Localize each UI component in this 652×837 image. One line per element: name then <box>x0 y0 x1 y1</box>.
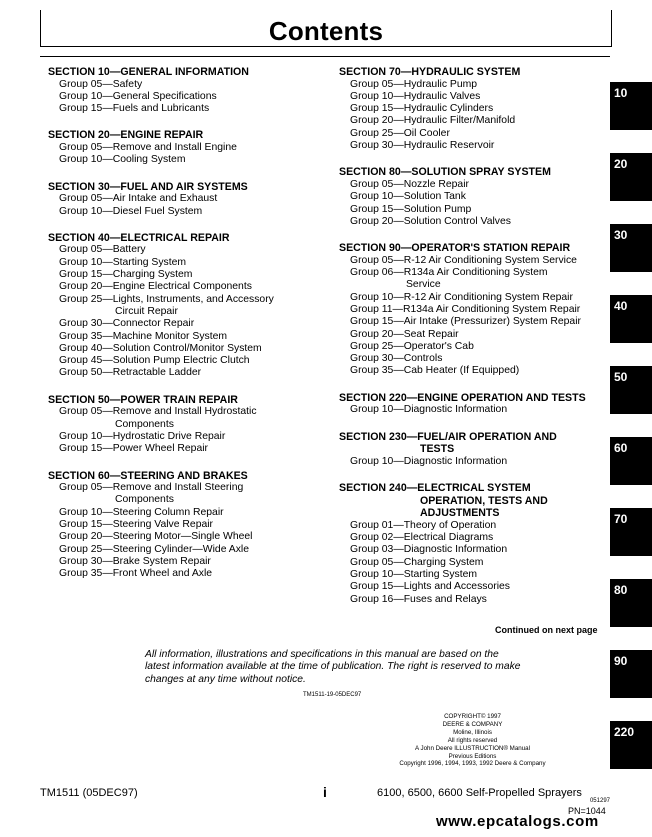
section-heading-text: SECTION 50—POWER TRAIN REPAIR <box>48 393 238 406</box>
document-id: TM1511-19-05DEC97 <box>303 692 362 698</box>
section-heading <box>339 166 609 179</box>
toc-section <box>48 181 328 218</box>
toc-section <box>48 232 328 380</box>
toc-section <box>48 66 328 115</box>
group-title: Group 05—Remove and Install Engine <box>59 142 237 154</box>
group-title: Group 25—Operator's Cab <box>350 340 474 352</box>
group-title: Group 15—Air Intake (Pressurizer) System Repair <box>350 316 581 328</box>
section-tab-label: 20 <box>614 157 628 171</box>
toc-group-entry <box>48 367 328 379</box>
toc-group-entry <box>48 544 328 556</box>
title-frame <box>40 10 612 47</box>
section-heading-text: SECTION 70—HYDRAULIC SYSTEM <box>339 66 521 78</box>
section-tabs <box>610 0 652 837</box>
footer-product: 6100, 6500, 6600 Self-Propelled Sprayers <box>377 787 582 799</box>
toc-group-entry <box>48 331 328 343</box>
section-heading-text: SECTION 220—ENGINE OPERATION AND TESTS <box>339 391 586 404</box>
toc-group-entry <box>48 556 328 568</box>
toc-group-entry <box>339 581 609 593</box>
group-title: Group 05—Charging System <box>350 556 484 568</box>
group-title: Group 16—Fuses and Relays <box>350 593 487 605</box>
group-title-continuation: Components <box>115 494 174 506</box>
group-title: Group 25—Lights, Instruments, and Accessory <box>59 293 274 305</box>
footer-date-code: 051297 <box>589 798 610 804</box>
toc-group-entry <box>339 79 609 91</box>
toc-group-entry <box>339 115 609 127</box>
section-tab-label: 220 <box>614 725 635 739</box>
section-tab <box>610 224 652 272</box>
section-heading <box>339 482 609 520</box>
page-title: Contents <box>268 16 384 46</box>
watermark: www.epcatalogs.com <box>436 813 599 830</box>
group-title: Group 30—Brake System Repair <box>59 555 211 567</box>
group-title: Group 10—Diesel Fuel System <box>59 205 203 217</box>
toc-group-entry <box>339 404 609 416</box>
section-heading <box>339 392 609 405</box>
section-tab-label: 40 <box>614 299 628 313</box>
section-tab <box>610 437 652 485</box>
section-heading-text: SECTION 10—GENERAL INFORMATION <box>48 66 249 78</box>
toc-group-entry <box>48 91 328 103</box>
group-title: Group 05—Remove and Install Steering <box>59 482 244 494</box>
section-heading-text: SECTION 230—FUEL/AIR OPERATION AND <box>339 430 557 443</box>
group-title: Group 10—Cooling System <box>59 154 186 166</box>
group-title: Group 10—General Specifications <box>59 90 217 102</box>
section-heading <box>339 431 609 456</box>
group-title: Group 10—R-12 Air Conditioning System Repair <box>350 291 573 303</box>
copyright-block <box>385 713 560 768</box>
toc-group-entry <box>339 204 609 216</box>
group-title: Group 05—Hydraulic Pump <box>350 78 478 90</box>
group-title: Group 35—Cab Heater (If Equipped) <box>350 365 520 377</box>
section-heading <box>339 66 609 79</box>
copyright-line: All rights reserved <box>447 736 498 744</box>
copyright-line: Moline, Illinois <box>453 728 492 736</box>
toc-group-entry <box>339 544 609 556</box>
group-title: Group 10—Hydraulic Valves <box>350 90 481 102</box>
copyright-line: Copyright 1996, 1994, 1993, 1992 Deere & Company <box>399 760 546 768</box>
toc-group-entry <box>339 365 609 377</box>
group-title: Group 30—Controls <box>350 353 443 365</box>
toc-group-entry <box>48 431 328 443</box>
toc-group-entry <box>48 406 328 431</box>
group-title: Group 05—Nozzle Repair <box>350 178 469 190</box>
toc-group-entry <box>48 79 328 91</box>
toc-group-entry <box>339 255 609 267</box>
group-title-continuation: Components <box>115 418 174 430</box>
toc-group-entry <box>48 269 328 281</box>
section-tab-label: 70 <box>614 512 628 526</box>
group-title: Group 05—Battery <box>59 244 146 256</box>
group-title: Group 02—Electrical Diagrams <box>350 532 494 544</box>
section-heading-text: SECTION 30—FUEL AND AIR SYSTEMS <box>48 180 248 193</box>
toc-group-entry <box>339 557 609 569</box>
toc-group-entry <box>48 318 328 330</box>
copyright-line: A John Deere ILLUSTRUCTION® Manual <box>415 744 530 752</box>
section-tab-label: 60 <box>614 441 628 455</box>
group-title: Group 03—Diagnostic Information <box>350 544 508 556</box>
toc-group-entry <box>339 569 609 581</box>
section-tab-label: 10 <box>614 86 628 100</box>
section-heading <box>48 394 328 407</box>
section-tab <box>610 508 652 556</box>
toc-section <box>339 431 609 468</box>
group-title: Group 05—R-12 Air Conditioning System Service <box>350 254 577 266</box>
group-title: Group 15—Power Wheel Repair <box>59 443 209 455</box>
section-heading-text: SECTION 40—ELECTRICAL REPAIR <box>48 231 230 244</box>
group-title: Group 05—Safety <box>59 78 143 90</box>
group-title: Group 15—Hydraulic Cylinders <box>350 103 494 115</box>
section-heading-text: SECTION 20—ENGINE REPAIR <box>48 129 204 142</box>
group-title: Group 20—Engine Electrical Components <box>59 281 252 293</box>
toc-section <box>48 394 328 456</box>
copyright-line: Previous Editions <box>448 752 497 760</box>
group-title: Group 45—Solution Pump Electric Clutch <box>59 355 250 367</box>
section-tab <box>610 295 652 343</box>
toc-group-entry <box>339 191 609 203</box>
group-title: Group 15—Solution Pump <box>350 203 472 215</box>
toc-group-entry <box>48 443 328 455</box>
section-tab <box>610 650 652 698</box>
toc-section <box>339 242 609 378</box>
group-title: Group 15—Charging System <box>59 269 193 281</box>
group-title: Group 25—Steering Cylinder—Wide Axle <box>59 543 250 555</box>
toc-group-entry <box>339 341 609 353</box>
footer-doc-code: TM1511 (05DEC97) <box>40 787 138 799</box>
section-tab <box>610 153 652 201</box>
group-title: Group 20—Steering Motor—Single Wheel <box>59 531 253 543</box>
toc-group-entry <box>48 257 328 269</box>
toc-column-left <box>48 66 328 594</box>
section-heading <box>48 66 328 79</box>
group-title-continuation: Circuit Repair <box>115 305 178 317</box>
section-tab-label: 90 <box>614 654 628 668</box>
section-heading <box>48 232 328 245</box>
toc-group-entry <box>339 329 609 341</box>
group-title: Group 10—Solution Tank <box>350 191 466 203</box>
footer-page-number: i <box>323 784 327 800</box>
copyright-line: COPYRIGHT© 1997 <box>444 713 501 720</box>
toc-group-entry <box>48 355 328 367</box>
toc-group-entry <box>48 482 328 507</box>
section-heading-text: SECTION 240—ELECTRICAL SYSTEM <box>339 482 531 495</box>
group-title: Group 20—Hydraulic Filter/Manifold <box>350 115 516 127</box>
section-heading <box>48 129 328 142</box>
section-heading-text: SECTION 80—SOLUTION SPRAY SYSTEM <box>339 166 551 179</box>
group-title: Group 20—Solution Control Valves <box>350 215 511 227</box>
section-heading <box>48 470 328 483</box>
group-title: Group 15—Steering Valve Repair <box>59 518 214 530</box>
group-title: Group 10—Diagnostic Information <box>350 455 508 467</box>
toc-group-entry <box>48 244 328 256</box>
group-title: Group 05—Air Intake and Exhaust <box>59 193 218 205</box>
section-heading <box>339 242 609 255</box>
toc-group-entry <box>339 91 609 103</box>
footer-pn: PN=1044 <box>568 806 606 816</box>
group-title: Group 30—Hydraulic Reservoir <box>350 140 495 152</box>
toc-section <box>48 470 328 581</box>
toc-group-entry <box>339 304 609 316</box>
section-heading <box>48 181 328 194</box>
toc-group-entry <box>339 140 609 152</box>
group-title: Group 35—Front Wheel and Axle <box>59 568 213 580</box>
toc-column-right <box>339 66 609 620</box>
toc-section <box>339 482 609 606</box>
toc-section <box>339 166 609 228</box>
toc-group-entry <box>48 568 328 580</box>
toc-group-entry <box>48 154 328 166</box>
disclaimer: All information, illustrations and specifications in this manual are based on the latest information available at the time of publication. The right is reserved to make changes at any time without notice. <box>145 649 521 685</box>
section-heading-continuation: OPERATION, TESTS AND ADJUSTMENTS <box>420 494 548 520</box>
toc-group-entry <box>339 292 609 304</box>
group-title: Group 10—Diagnostic Information <box>350 404 508 416</box>
toc-group-entry <box>339 594 609 606</box>
toc-group-entry <box>339 353 609 365</box>
toc-group-entry <box>48 294 328 319</box>
section-tab <box>610 579 652 627</box>
section-heading-text: SECTION 60—STEERING AND BRAKES <box>48 469 248 482</box>
group-title: Group 01—Theory of Operation <box>350 519 497 531</box>
toc-group-entry <box>339 179 609 191</box>
toc-group-entry <box>48 206 328 218</box>
toc-group-entry <box>48 507 328 519</box>
group-title: Group 10—Starting System <box>350 569 478 581</box>
toc-group-entry <box>339 103 609 115</box>
section-tab-label: 80 <box>614 583 628 597</box>
toc-group-entry <box>339 216 609 228</box>
toc-section <box>339 66 609 152</box>
group-title: Group 40—Solution Control/Monitor System <box>59 342 262 354</box>
toc-group-entry <box>339 456 609 468</box>
group-title: Group 50—Retractable Ladder <box>59 367 202 379</box>
continued-note: Continued on next page <box>495 625 598 635</box>
toc-group-entry <box>339 267 609 292</box>
section-tab <box>610 82 652 130</box>
toc-group-entry <box>48 519 328 531</box>
group-title: Group 25—Oil Cooler <box>350 127 450 139</box>
section-heading-continuation: TESTS <box>420 443 455 456</box>
toc-group-entry <box>339 532 609 544</box>
group-title: Group 05—Remove and Install Hydrostatic <box>59 406 257 418</box>
toc-group-entry <box>48 193 328 205</box>
toc-group-entry <box>48 531 328 543</box>
toc-group-entry <box>48 343 328 355</box>
group-title: Group 35—Machine Monitor System <box>59 330 228 342</box>
group-title: Group 10—Hydrostatic Drive Repair <box>59 430 226 442</box>
toc-section <box>339 392 609 417</box>
group-title: Group 10—Starting System <box>59 256 187 268</box>
group-title: Group 15—Lights and Accessories <box>350 581 510 593</box>
group-title: Group 10—Steering Column Repair <box>59 506 224 518</box>
toc-group-entry <box>48 142 328 154</box>
group-title: Group 15—Fuels and Lubricants <box>59 103 210 115</box>
toc-group-entry <box>339 520 609 532</box>
section-tab-label: 30 <box>614 228 628 242</box>
toc-group-entry <box>48 103 328 115</box>
group-title: Group 30—Connector Repair <box>59 318 195 330</box>
toc-group-entry <box>339 128 609 140</box>
copyright-line: DEERE & COMPANY <box>442 720 503 728</box>
toc-section <box>48 129 328 166</box>
group-title-continuation: Service <box>406 279 441 291</box>
group-title: Group 11—R134a Air Conditioning System Repair <box>350 303 581 315</box>
toc-group-entry <box>48 281 328 293</box>
section-tab <box>610 721 652 769</box>
group-title: Group 06—R134a Air Conditioning System <box>350 267 548 279</box>
section-heading-text: SECTION 90—OPERATOR'S STATION REPAIR <box>339 242 571 255</box>
group-title: Group 20—Seat Repair <box>350 328 459 340</box>
section-tab-label: 50 <box>614 370 628 384</box>
section-tab <box>610 366 652 414</box>
toc-group-entry <box>339 316 609 328</box>
